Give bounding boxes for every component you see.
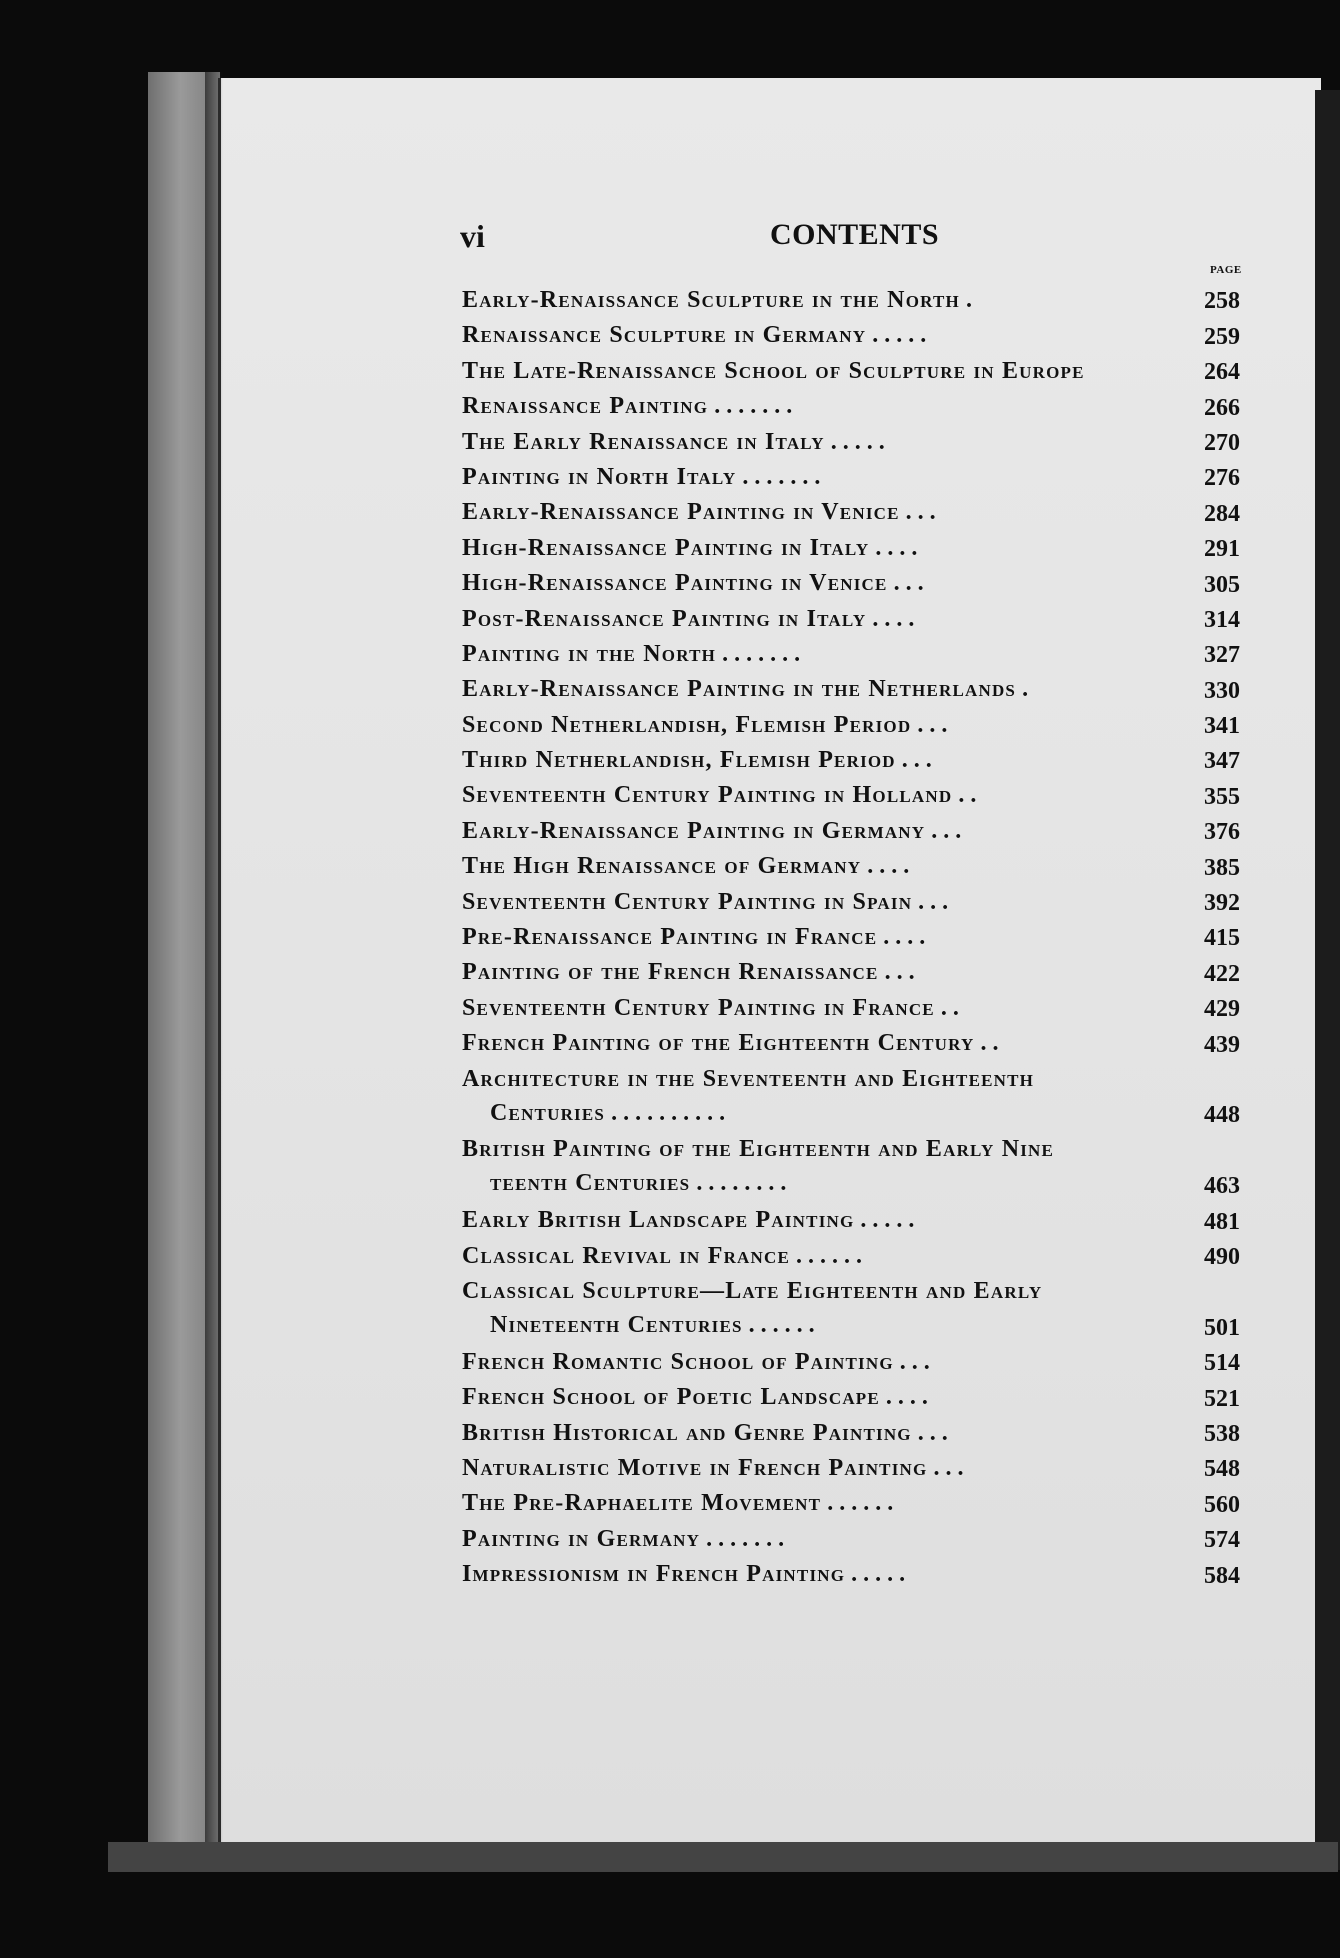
- toc-entry-leader-dots: . . . .: [879, 1384, 928, 1411]
- toc-entry-page-number: 264: [1204, 359, 1240, 386]
- toc-entry-title: Early-Renaissance Painting in the Netherlands: [462, 676, 1017, 703]
- toc-entry-title: French Painting of the Eighteenth Century: [462, 1030, 975, 1057]
- page-bottom-edge: [108, 1842, 1338, 1872]
- toc-entry-title: High-Renaissance Painting in Italy: [462, 534, 870, 561]
- toc-entry: [440, 672, 1240, 707]
- toc-entry-page-number: 376: [1204, 819, 1240, 846]
- toc-entry-title: Early-Renaissance Painting in Venice: [462, 499, 900, 526]
- contents-list: [440, 283, 1240, 1593]
- toc-entry-title: The Early Renaissance in Italy: [462, 428, 825, 455]
- toc-entry-label: [462, 460, 1160, 494]
- toc-entry: [440, 991, 1240, 1026]
- toc-entry-leader-dots: . . .: [895, 747, 932, 774]
- toc-entry-label: [462, 566, 1160, 600]
- toc-entry-label: [462, 814, 1160, 848]
- toc-entry-title-continued: [462, 1096, 1160, 1130]
- page-right-edge: [1315, 90, 1340, 1870]
- toc-entry-page-number: 270: [1204, 429, 1240, 456]
- toc-entry-title: Seventeenth Century Painting in Holland: [462, 782, 953, 809]
- toc-entry: [440, 1203, 1240, 1238]
- toc-entry-page-number: 355: [1204, 783, 1240, 810]
- toc-entry-title: Third Netherlandish, Flemish Period: [462, 747, 896, 774]
- toc-entry: [440, 531, 1240, 566]
- toc-entry-title: Naturalistic Motive in French Painting: [462, 1454, 928, 1481]
- toc-entry-page-number: 266: [1204, 394, 1240, 421]
- toc-entry-page-number: 439: [1204, 1031, 1240, 1058]
- toc-entry-label: [462, 920, 1160, 954]
- toc-entry-page-number: 305: [1204, 571, 1240, 598]
- toc-entry-page-number: 330: [1204, 677, 1240, 704]
- toc-entry-title: Painting in Germany: [462, 1525, 701, 1552]
- toc-entry: [440, 1274, 1240, 1345]
- toc-entry-title-continued: [462, 1166, 1160, 1200]
- toc-entry: [440, 354, 1240, 389]
- toc-entry: [440, 318, 1240, 353]
- toc-entry-leader-dots: . . .: [911, 1419, 948, 1446]
- toc-entry-title: Early-Renaissance Painting in Germany: [462, 817, 926, 844]
- toc-entry-leader-dots: . . . . .: [824, 428, 885, 455]
- page-number: vi: [460, 218, 485, 254]
- toc-entry-title: The Late-Renaissance School of Sculpture in Europe: [462, 357, 1085, 384]
- toc-entry-page-number: 276: [1204, 465, 1240, 492]
- toc-entry-leader-dots: . . . . . . . .: [690, 1170, 787, 1197]
- toc-entry-page-number: 291: [1204, 536, 1240, 563]
- toc-entry-label: [462, 849, 1160, 883]
- toc-entry-leader-dots: . . . . .: [845, 1561, 906, 1588]
- toc-entry-title: Post-Renaissance Painting in Italy: [462, 605, 867, 632]
- toc-entry-label: [462, 1451, 1160, 1485]
- toc-entry: [440, 425, 1240, 460]
- toc-entry: [440, 743, 1240, 778]
- toc-entry-label: [462, 1062, 1160, 1130]
- page-title: CONTENTS: [770, 218, 940, 251]
- toc-entry-leader-dots: . . . . . .: [790, 1242, 863, 1269]
- toc-entry: [440, 1026, 1240, 1061]
- toc-entry-page-number: 314: [1204, 606, 1240, 633]
- toc-entry-page-number: 521: [1204, 1385, 1240, 1412]
- toc-entry-title: British Painting of the Eighteenth and Early Nine: [462, 1136, 1055, 1163]
- toc-entry-label: [462, 1345, 1160, 1379]
- toc-entry-title-line2: Centuries: [490, 1099, 606, 1126]
- toc-entry-page-number: 574: [1204, 1527, 1240, 1554]
- toc-entry-title: Renaissance Painting: [462, 393, 709, 420]
- toc-entry-leader-dots: . . .: [925, 817, 962, 844]
- toc-entry-page-number: 548: [1204, 1456, 1240, 1483]
- toc-entry-leader-dots: . . .: [878, 959, 915, 986]
- toc-entry-label: [462, 283, 1160, 317]
- toc-entry-title: French School of Poetic Landscape: [462, 1384, 880, 1411]
- toc-entry-page-number: 341: [1204, 713, 1240, 740]
- toc-entry-leader-dots: . . .: [887, 570, 924, 597]
- toc-entry-leader-dots: . .: [934, 994, 959, 1021]
- toc-entry: [440, 1345, 1240, 1380]
- toc-entry-label: [462, 1380, 1160, 1414]
- toc-entry-page-number: 463: [1204, 1173, 1240, 1200]
- toc-entry-title: Architecture in the Seventeenth and Eighteenth: [462, 1065, 1035, 1092]
- toc-entry-title: Impressionism in French Painting: [462, 1561, 846, 1588]
- toc-entry-leader-dots: .: [1016, 676, 1029, 703]
- toc-entry-label: [462, 602, 1160, 636]
- toc-entry-label: [462, 1239, 1160, 1273]
- toc-entry-page-number: 501: [1204, 1314, 1240, 1341]
- toc-entry-label: [462, 1522, 1160, 1556]
- toc-entry-label: [462, 389, 1160, 423]
- toc-entry-title: The Pre-Raphaelite Movement: [462, 1490, 822, 1517]
- toc-entry-page-number: 481: [1204, 1208, 1240, 1235]
- toc-entry-title: Renaissance Sculpture in Germany: [462, 322, 867, 349]
- page-header: [460, 218, 1250, 258]
- toc-entry-leader-dots: . . .: [911, 711, 948, 738]
- toc-entry-title: Classical Revival in France: [462, 1242, 791, 1269]
- toc-entry: [440, 708, 1240, 743]
- toc-entry: [440, 1486, 1240, 1521]
- toc-entry-label: [462, 778, 1160, 812]
- toc-entry-leader-dots: . . .: [927, 1454, 964, 1481]
- toc-entry: [440, 460, 1240, 495]
- toc-entry-leader-dots: . . . . .: [854, 1207, 915, 1234]
- toc-entry-page-number: 490: [1204, 1243, 1240, 1270]
- toc-entry-title: The High Renaissance of Germany: [462, 853, 862, 880]
- toc-entry-page-number: 259: [1204, 323, 1240, 350]
- toc-entry: [440, 1239, 1240, 1274]
- toc-entry: [440, 1557, 1240, 1592]
- toc-entry-leader-dots: . . .: [893, 1348, 930, 1375]
- toc-entry-leader-dots: . .: [974, 1030, 999, 1057]
- toc-entry: [440, 778, 1240, 813]
- toc-entry-leader-dots: . .: [952, 782, 977, 809]
- toc-entry-leader-dots: . . . . . . . . . .: [605, 1099, 726, 1126]
- toc-entry-label: [462, 1203, 1160, 1237]
- toc-entry-label: [462, 743, 1160, 777]
- toc-entry: [440, 1522, 1240, 1557]
- toc-entry: [440, 637, 1240, 672]
- toc-entry: [440, 1451, 1240, 1486]
- toc-entry-title: Pre-Renaissance Painting in France: [462, 924, 878, 951]
- toc-entry-page-number: 538: [1204, 1420, 1240, 1447]
- toc-entry-title: Early British Landscape Painting: [462, 1207, 855, 1234]
- toc-entry-label: [462, 1557, 1160, 1591]
- toc-entry-title: Painting in the North: [462, 640, 717, 667]
- toc-entry-title: Classical Sculpture—Late Eighteenth and Early: [462, 1277, 1043, 1304]
- toc-entry-label: [462, 1486, 1160, 1520]
- toc-entry: [440, 1416, 1240, 1451]
- toc-entry-leader-dots: . . . . . .: [821, 1490, 894, 1517]
- toc-entry-page-number: 422: [1204, 960, 1240, 987]
- toc-entry-title-continued: [462, 1308, 1160, 1342]
- toc-entry-label: [462, 991, 1160, 1025]
- toc-entry: [440, 920, 1240, 955]
- toc-entry: [440, 885, 1240, 920]
- toc-entry-leader-dots: . . . . . . .: [708, 393, 793, 420]
- toc-entry: [440, 283, 1240, 318]
- toc-entry-page-number: 327: [1204, 642, 1240, 669]
- toc-entry-label: [462, 1274, 1160, 1342]
- toc-entry: [440, 955, 1240, 990]
- toc-entry-leader-dots: . . . . .: [866, 322, 927, 349]
- toc-entry-label: [462, 1416, 1160, 1450]
- toc-entry-title: Seventeenth Century Painting in Spain: [462, 888, 913, 915]
- toc-entry-page-number: 560: [1204, 1491, 1240, 1518]
- toc-entry-page-number: 258: [1204, 288, 1240, 315]
- toc-entry-page-number: 448: [1204, 1102, 1240, 1129]
- toc-entry: [440, 849, 1240, 884]
- toc-entry-leader-dots: . . . .: [861, 853, 910, 880]
- toc-entry-leader-dots: . . . . . .: [742, 1311, 815, 1338]
- toc-entry-title: Early-Renaissance Sculpture in the North: [462, 287, 960, 313]
- gutter-shadow: [205, 72, 223, 1872]
- toc-entry: [440, 602, 1240, 637]
- toc-entry: [440, 389, 1240, 424]
- toc-entry-page-number: 514: [1204, 1350, 1240, 1377]
- toc-entry-label: [462, 672, 1160, 706]
- toc-entry-title: Painting of the French Renaissance: [462, 959, 879, 986]
- toc-entry-label: [462, 955, 1160, 989]
- toc-entry-leader-dots: . . .: [899, 499, 936, 526]
- toc-entry-label: [462, 637, 1160, 671]
- toc-entry-title: French Romantic School of Painting: [462, 1348, 894, 1375]
- toc-entry-title: Painting in North Italy: [462, 463, 737, 490]
- toc-entry-page-number: 284: [1204, 500, 1240, 527]
- toc-entry-page-number: 347: [1204, 748, 1240, 775]
- toc-entry-label: [462, 1026, 1160, 1060]
- toc-entry-label: [462, 318, 1160, 352]
- toc-entry-leader-dots: . . . .: [877, 924, 926, 951]
- toc-entry-title: Seventeenth Century Painting in France: [462, 994, 935, 1021]
- toc-entry-label: [462, 425, 1160, 459]
- toc-entry-page-number: 392: [1204, 890, 1240, 917]
- toc-entry: [440, 495, 1240, 530]
- toc-entry-leader-dots: . . . .: [869, 534, 918, 561]
- toc-entry-leader-dots: . . . .: [866, 605, 915, 632]
- toc-entry-label: [462, 885, 1160, 919]
- toc-entry: [440, 1132, 1240, 1203]
- toc-entry: [440, 566, 1240, 601]
- toc-entry-label: [462, 1132, 1160, 1200]
- toc-entry-label: [462, 354, 1160, 388]
- toc-entry-label: [462, 531, 1160, 565]
- toc-entry-title: High-Renaissance Painting in Venice: [462, 570, 888, 597]
- toc-entry: [440, 814, 1240, 849]
- page-column-label: PAGE: [1210, 264, 1242, 276]
- toc-entry-leader-dots: . . .: [912, 888, 949, 915]
- toc-entry: [440, 1062, 1240, 1133]
- toc-entry-page-number: 385: [1204, 854, 1240, 881]
- toc-entry-leader-dots: . . . . . . .: [736, 463, 821, 490]
- toc-entry-leader-dots: . . . . . . .: [716, 640, 801, 667]
- toc-entry-leader-dots: .: [959, 287, 972, 313]
- toc-entry-label: [462, 495, 1160, 529]
- toc-entry: [440, 1380, 1240, 1415]
- toc-entry-title: Second Netherlandish, Flemish Period: [462, 711, 912, 738]
- toc-entry-page-number: 584: [1204, 1562, 1240, 1589]
- toc-entry-title-line2: Nineteenth Centuries: [490, 1311, 743, 1338]
- toc-entry-label: [462, 708, 1160, 742]
- toc-entry-page-number: 415: [1204, 925, 1240, 952]
- toc-entry-title-line2: teenth Centuries: [490, 1170, 691, 1197]
- toc-entry-title: British Historical and Genre Painting: [462, 1419, 912, 1446]
- toc-entry-page-number: 429: [1204, 996, 1240, 1023]
- toc-entry-leader-dots: . . . . . . .: [700, 1525, 785, 1552]
